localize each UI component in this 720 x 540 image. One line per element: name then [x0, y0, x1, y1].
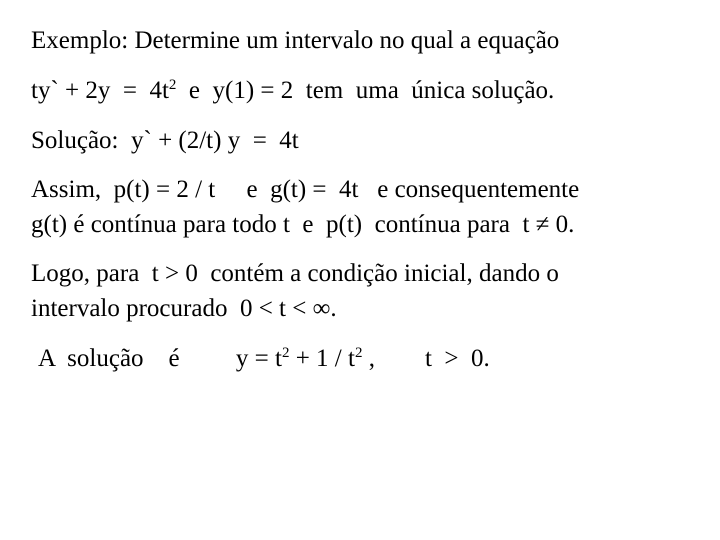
answer-part: + 1 / t — [289, 345, 355, 372]
example-statement-line-2 — [31, 76, 554, 109]
example-statement-line-1: Exemplo: Determine um intervalo no qual a equação — [31, 27, 560, 54]
logo-line-2: intervalo procurado 0 < t < ∞. — [31, 295, 337, 322]
assim-line-1: Assim, p(t) = 2 / t e g(t) = 4t e consequentemente — [31, 176, 580, 203]
exponent: 2 — [281, 345, 290, 361]
assim-line-2: g(t) é contínua para todo t e p(t) contínua para t ≠ 0. — [31, 211, 575, 238]
equation-part: ty` + 2y = 4t — [31, 77, 169, 104]
logo-line-1: Logo, para t > 0 contém a condição inicial, dando o — [31, 260, 559, 287]
exponent: 2 — [354, 345, 363, 361]
solution-line: Solução: y` + (2/t) y = 4t — [31, 127, 299, 154]
answer-part: , t > 0. — [362, 345, 490, 372]
final-answer-line — [38, 344, 490, 377]
exponent: 2 — [168, 77, 177, 93]
answer-part: A solução é y = t — [38, 345, 282, 372]
equation-part: e y(1) = 2 tem uma única solução. — [176, 77, 555, 104]
